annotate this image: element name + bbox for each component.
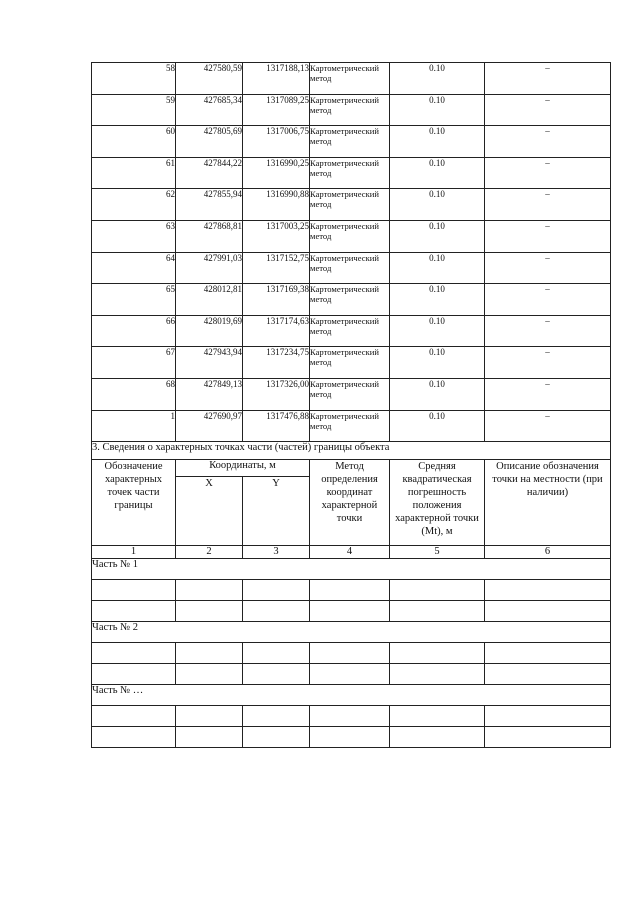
point-number: 68 xyxy=(92,378,176,410)
method: Картометрический метод xyxy=(310,410,390,442)
method: Картометрический метод xyxy=(310,284,390,316)
method: Картометрический метод xyxy=(310,126,390,158)
coord-y: 1317006,75 xyxy=(243,126,310,158)
coord-x: 428019,69 xyxy=(176,315,243,347)
coord-x: 427580,59 xyxy=(176,63,243,95)
point-number: 65 xyxy=(92,284,176,316)
precision: 0.10 xyxy=(390,284,485,316)
blank-cell xyxy=(92,643,176,664)
blank-cell xyxy=(92,706,176,727)
blank-row xyxy=(92,664,611,685)
precision: 0.10 xyxy=(390,157,485,189)
point-row xyxy=(92,347,611,379)
header-precision: Средняя квадратическая погрешность положения характерной точки (Mt), м xyxy=(390,460,485,546)
precision: 0.10 xyxy=(390,315,485,347)
column-number: 6 xyxy=(485,546,611,559)
description: – xyxy=(485,189,611,221)
column-number: 5 xyxy=(390,546,485,559)
blank-cell xyxy=(176,601,243,622)
blank-cell xyxy=(243,580,310,601)
blank-row xyxy=(92,643,611,664)
method: Картометрический метод xyxy=(310,347,390,379)
blank-cell xyxy=(390,664,485,685)
column-number-row xyxy=(92,546,611,559)
column-number: 1 xyxy=(92,546,176,559)
description: – xyxy=(485,220,611,252)
description: – xyxy=(485,94,611,126)
blank-cell xyxy=(390,727,485,748)
description: – xyxy=(485,315,611,347)
method: Картометрический метод xyxy=(310,94,390,126)
point-number: 60 xyxy=(92,126,176,158)
point-row xyxy=(92,126,611,158)
section3-body xyxy=(92,442,611,559)
point-number: 62 xyxy=(92,189,176,221)
coord-y: 1317169,38 xyxy=(243,284,310,316)
column-number: 3 xyxy=(243,546,310,559)
blank-cell xyxy=(390,643,485,664)
header-method: Метод определения координат характерной точки xyxy=(310,460,390,546)
blank-cell xyxy=(92,601,176,622)
parts-body xyxy=(92,559,611,748)
point-number: 58 xyxy=(92,63,176,95)
blank-cell xyxy=(310,706,390,727)
part-label: Часть № … xyxy=(92,685,611,706)
precision: 0.10 xyxy=(390,126,485,158)
blank-cell xyxy=(243,643,310,664)
description: – xyxy=(485,347,611,379)
method: Картометрический метод xyxy=(310,315,390,347)
coord-x: 427685,34 xyxy=(176,94,243,126)
blank-row xyxy=(92,727,611,748)
points-body xyxy=(92,63,611,442)
point-row xyxy=(92,378,611,410)
blank-cell xyxy=(485,664,611,685)
header-y: Y xyxy=(243,477,310,546)
point-number: 64 xyxy=(92,252,176,284)
point-number: 63 xyxy=(92,220,176,252)
coord-x: 427943,94 xyxy=(176,347,243,379)
blank-cell xyxy=(485,706,611,727)
blank-cell xyxy=(92,727,176,748)
blank-cell xyxy=(485,580,611,601)
coord-x: 427844,22 xyxy=(176,157,243,189)
method: Картометрический метод xyxy=(310,63,390,95)
blank-cell xyxy=(243,706,310,727)
blank-cell xyxy=(310,601,390,622)
coord-x: 427805,69 xyxy=(176,126,243,158)
blank-cell xyxy=(390,706,485,727)
cadastral-table xyxy=(91,62,611,748)
blank-cell xyxy=(92,580,176,601)
method: Картометрический метод xyxy=(310,220,390,252)
description: – xyxy=(485,126,611,158)
point-number: 66 xyxy=(92,315,176,347)
precision: 0.10 xyxy=(390,378,485,410)
point-number: 59 xyxy=(92,94,176,126)
point-row xyxy=(92,315,611,347)
precision: 0.10 xyxy=(390,63,485,95)
precision: 0.10 xyxy=(390,410,485,442)
method: Картометрический метод xyxy=(310,378,390,410)
part-label: Часть № 2 xyxy=(92,622,611,643)
header-coordinates: Координаты, м xyxy=(176,460,310,477)
description: – xyxy=(485,157,611,189)
column-number: 2 xyxy=(176,546,243,559)
section3-title: 3. Сведения о характерных точках части (частей) границы объекта xyxy=(92,442,611,460)
precision: 0.10 xyxy=(390,189,485,221)
coord-x: 427849,13 xyxy=(176,378,243,410)
blank-cell xyxy=(485,643,611,664)
part-label: Часть № 1 xyxy=(92,559,611,580)
coord-y: 1317003,25 xyxy=(243,220,310,252)
blank-row xyxy=(92,580,611,601)
precision: 0.10 xyxy=(390,220,485,252)
coord-x: 428012,81 xyxy=(176,284,243,316)
precision: 0.10 xyxy=(390,94,485,126)
blank-cell xyxy=(310,580,390,601)
blank-cell xyxy=(176,727,243,748)
method: Картометрический метод xyxy=(310,189,390,221)
point-row xyxy=(92,94,611,126)
point-row xyxy=(92,410,611,442)
column-number: 4 xyxy=(310,546,390,559)
coord-y: 1316990,88 xyxy=(243,189,310,221)
blank-cell xyxy=(485,601,611,622)
point-row xyxy=(92,63,611,95)
coord-y: 1317152,75 xyxy=(243,252,310,284)
coord-x: 427690,97 xyxy=(176,410,243,442)
description: – xyxy=(485,252,611,284)
blank-cell xyxy=(310,664,390,685)
blank-cell xyxy=(176,643,243,664)
point-number: 61 xyxy=(92,157,176,189)
point-row xyxy=(92,220,611,252)
coord-y: 1317174,63 xyxy=(243,315,310,347)
description: – xyxy=(485,284,611,316)
blank-cell xyxy=(390,580,485,601)
blank-cell xyxy=(243,727,310,748)
description: – xyxy=(485,410,611,442)
point-row xyxy=(92,284,611,316)
description: – xyxy=(485,378,611,410)
header-x: X xyxy=(176,477,243,546)
point-row xyxy=(92,157,611,189)
blank-cell xyxy=(310,643,390,664)
blank-cell xyxy=(243,664,310,685)
point-number: 1 xyxy=(92,410,176,442)
blank-cell xyxy=(176,664,243,685)
description: – xyxy=(485,63,611,95)
coord-y: 1317188,13 xyxy=(243,63,310,95)
coord-x: 427868,81 xyxy=(176,220,243,252)
point-row xyxy=(92,189,611,221)
blank-cell xyxy=(243,601,310,622)
coord-x: 427855,94 xyxy=(176,189,243,221)
blank-cell xyxy=(92,664,176,685)
coord-y: 1317476,88 xyxy=(243,410,310,442)
blank-cell xyxy=(176,706,243,727)
coord-y: 1317234,75 xyxy=(243,347,310,379)
method: Картометрический метод xyxy=(310,157,390,189)
coord-x: 427991,03 xyxy=(176,252,243,284)
blank-row xyxy=(92,706,611,727)
blank-cell xyxy=(310,727,390,748)
precision: 0.10 xyxy=(390,252,485,284)
coord-y: 1317326,00 xyxy=(243,378,310,410)
header-description: Описание обозначения точки на местности (при наличии) xyxy=(485,460,611,546)
point-row xyxy=(92,252,611,284)
blank-cell xyxy=(176,580,243,601)
coord-y: 1316990,25 xyxy=(243,157,310,189)
blank-cell xyxy=(485,727,611,748)
coord-y: 1317089,25 xyxy=(243,94,310,126)
point-number: 67 xyxy=(92,347,176,379)
precision: 0.10 xyxy=(390,347,485,379)
blank-cell xyxy=(390,601,485,622)
blank-row xyxy=(92,601,611,622)
method: Картометрический метод xyxy=(310,252,390,284)
header-designation: Обозначение характерных точек части границы xyxy=(92,460,176,546)
